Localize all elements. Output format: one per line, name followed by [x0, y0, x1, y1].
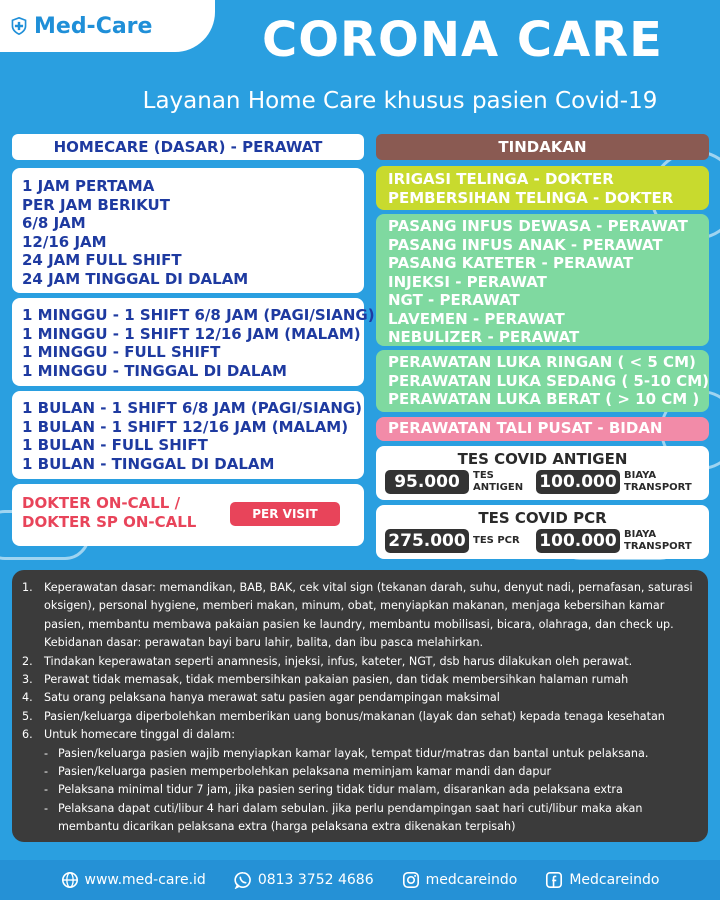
- list-item: 1 JAM PERTAMA: [22, 177, 155, 195]
- procedures-panel: [376, 214, 709, 346]
- list-item: 1 BULAN - FULL SHIFT: [22, 436, 208, 454]
- list-item: PERAWATAN LUKA SEDANG ( 5-10 CM): [388, 371, 709, 390]
- facebook-link[interactable]: Medcareindo: [545, 871, 659, 889]
- pcr-price-panel: [376, 505, 709, 559]
- list-item: PERAWATAN LUKA BERAT ( > 10 CM ): [388, 390, 700, 408]
- list-item: LAVEMEN - PERAWAT: [388, 309, 565, 328]
- list-item: 1 BULAN - 1 SHIFT 6/8 JAM (PAGI/SIANG): [22, 399, 363, 417]
- transport-label: BIAYA TRANSPORT: [624, 529, 692, 552]
- list-item: 24 JAM FULL SHIFT: [22, 251, 182, 269]
- list-item: 12/16 JAM: [22, 232, 107, 251]
- note-item: 4. Satu orang pelaksana hanya merawat satu pasien agar pendampingan maksimal: [22, 691, 500, 705]
- list-item: PASANG KATETER - PERAWAT: [388, 254, 634, 272]
- instagram-icon: [402, 871, 420, 889]
- per-visit-badge: PER VISIT: [230, 502, 340, 526]
- logo-text: Med-Care: [34, 13, 153, 39]
- sub-note: - Pelaksana dapat cuti/libur 4 hari dalam sebulan. jika perlu pendampingan saat hari cuti/libur maka akan membantu dicarikan pelaksana extra (harga pelaksana extra dikenakan terpisah): [44, 801, 643, 834]
- list-item: 1 MINGGU - TINGGAL DI DALAM: [22, 361, 287, 380]
- homecare-hours-panel: [12, 168, 364, 293]
- phone-link[interactable]: 0813 3752 4686: [234, 871, 374, 889]
- note-item: 6. Untuk homecare tinggal di dalam:: [22, 728, 235, 742]
- page-title: CORONA CARE: [262, 12, 663, 68]
- antigen-price-panel: [376, 446, 709, 500]
- transport-label: BIAYA TRANSPORT: [624, 470, 692, 493]
- list-item: 6/8 JAM: [22, 214, 86, 232]
- umbilical-panel: [376, 417, 709, 441]
- wounds-panel: [376, 350, 709, 412]
- website-link[interactable]: www.med-care.id: [61, 871, 206, 889]
- transport-price: 100.000: [536, 529, 620, 553]
- list-item: 1 BULAN - TINGGAL DI DALAM: [22, 454, 275, 473]
- transport-price: 100.000: [536, 470, 620, 494]
- list-item: INJEKSI - PERAWAT: [388, 272, 547, 291]
- list-item: NEBULIZER - PERAWAT: [388, 328, 580, 346]
- list-item: PERAWATAN LUKA RINGAN ( < 5 CM): [388, 353, 696, 371]
- doctor-line: DOKTER SP ON-CALL: [22, 512, 197, 531]
- test-price-label: TES ANTIGEN: [473, 470, 524, 493]
- note-item: 1. Keperawatan dasar: memandikan, BAB, BAK, cek vital sign (tekanan darah, suhu, denyut nadi, pernafasan, saturasi oksigen), personal hygiene, memberi makan, minum, obat, menyiapkan makanan, menjaga kebersihan kamar pasien, membantu membawa pakaian pasien ke laundry, membantu mobilisasi, bicara, olahraga, dan check up. Kebidanan dasar: perawatan bayi baru lahir, balita, dan ibu pasca melahirkan.: [22, 581, 693, 650]
- test-price: 275.000: [385, 529, 469, 553]
- list-item: 1 BULAN - 1 SHIFT 12/16 JAM (MALAM): [22, 417, 349, 436]
- list-item: 24 JAM TINGGAL DI DALAM: [22, 269, 249, 288]
- sub-note: - Pasien/keluarga pasien wajib menyiapkan kamar layak, tempat tidur/matras dan bantal untuk pelaksana.: [44, 746, 649, 760]
- ear-panel: [376, 166, 709, 210]
- doctor-panel: [12, 484, 364, 546]
- test-title: TES COVID ANTIGEN: [457, 450, 628, 468]
- facebook-icon: [545, 871, 563, 889]
- logo: [0, 0, 215, 52]
- list-item: PASANG INFUS DEWASA - PERAWAT: [388, 217, 688, 235]
- list-item: IRIGASI TELINGA - DOKTER: [388, 170, 614, 188]
- note-item: 5. Pasien/keluarga diperbolehkan memberikan uang bonus/makanan (layak dan sehat) kepada tenaga kesehatan: [22, 709, 665, 723]
- homecare-header: HOMECARE (DASAR) - PERAWAT: [12, 134, 364, 160]
- tindakan-header: TINDAKAN: [376, 134, 709, 160]
- homecare-week-panel: [12, 298, 375, 386]
- test-price: 95.000: [385, 470, 469, 494]
- note-item: 2. Tindakan keperawatan seperti anamnesis, injeksi, infus, kateter, NGT, dsb harus dilakukan oleh perawat.: [22, 654, 633, 668]
- page-subtitle: Layanan Home Care khusus pasien Covid-19: [142, 88, 658, 114]
- medical-shield-icon: [10, 17, 28, 35]
- homecare-month-panel: [12, 391, 364, 479]
- footer: [0, 860, 720, 900]
- sub-note: - Pasien/keluarga pasien memperbolehkan pelaksana meminjam kamar mandi dan dapur: [44, 765, 552, 779]
- list-item: PASANG INFUS ANAK - PERAWAT: [388, 235, 663, 254]
- list-item: PER JAM BERIKUT: [22, 195, 170, 214]
- note-item: 3. Perawat tidak memasak, tidak membersihkan pakaian pasien, dan tidak membersihkan halaman rumah: [22, 673, 629, 687]
- list-item: NGT - PERAWAT: [388, 291, 520, 309]
- list-item: PEMBERSIHAN TELINGA - DOKTER: [388, 188, 674, 207]
- doctor-line: DOKTER ON-CALL /: [22, 494, 181, 512]
- notes-box: [12, 570, 708, 842]
- list-item: 1 MINGGU - 1 SHIFT 12/16 JAM (MALAM): [22, 324, 361, 343]
- list-item: PERAWATAN TALI PUSAT - BIDAN: [388, 419, 663, 437]
- list-item: 1 MINGGU - FULL SHIFT: [22, 343, 221, 361]
- list-item: 1 MINGGU - 1 SHIFT 6/8 JAM (PAGI/SIANG): [22, 306, 375, 324]
- globe-icon: [61, 871, 79, 889]
- sub-note: - Pelaksana minimal tidur 7 jam, jika pasien sering tidak tidur malam, disarankan ada pelaksana extra: [44, 783, 623, 797]
- whatsapp-icon: [234, 871, 252, 889]
- test-price-label: TES PCR: [473, 535, 520, 546]
- instagram-link[interactable]: medcareindo: [402, 871, 518, 889]
- test-title: TES COVID PCR: [478, 509, 607, 527]
